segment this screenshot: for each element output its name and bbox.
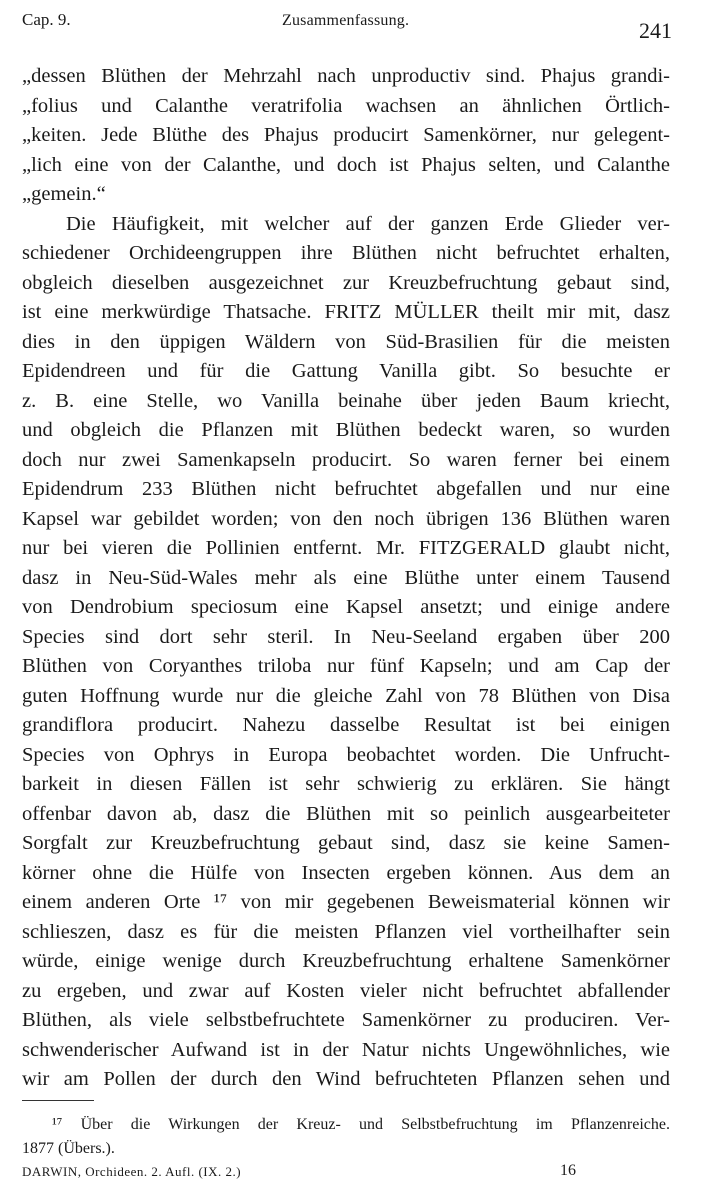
main-text — [22, 62, 670, 1095]
text-line: ist eine merkwürdige Thatsache. FRITZ MÜLLER theilt mir mit, dasz — [22, 301, 670, 323]
text-line: Blüthen, als viele selbstbefruchtete Samenkörner zu produciren. Ver- — [22, 1009, 670, 1031]
text-line: obgleich dieselben ausgezeichnet zur Kreuzbefruchtung gebaut sind, — [22, 271, 670, 294]
text-line: einem anderen Orte ¹⁷ von mir gegebenen Beweismaterial können wir — [22, 891, 670, 913]
chapter-label: Cap. 9. — [22, 10, 71, 29]
text-line: Kapsel war gebildet worden; von den noch übrigen 136 Blüthen waren — [22, 507, 670, 530]
text-line: dasz in Neu-Süd-Wales mehr als eine Blüthe unter einem Tausend — [22, 566, 670, 589]
running-title: Zusammenfassung. — [282, 12, 410, 29]
text-line: Sorgfalt zur Kreuzbefruchtung gebaut sind, dasz sie keine Samen- — [22, 832, 670, 854]
text-line: offenbar davon ab, dasz die Blüthen mit so peinlich ausgearbeiteter — [22, 802, 670, 825]
page-number: 241 — [639, 18, 672, 43]
text-line: Blüthen von Coryanthes triloba nur fünf Kapseln; und am Cap der — [22, 655, 670, 677]
text-line: guten Hoffnung wurde nur die gleiche Zahl von 78 Blüthen von Disa — [22, 684, 670, 707]
text-line: Species sind dort sehr steril. In Neu-Seeland ergaben über 200 — [22, 625, 670, 648]
footnote-divider — [22, 1100, 94, 1101]
footnote-line: 1877 (Übers.). — [22, 1140, 115, 1157]
text-line: schlieszen, dasz es für die meisten Pflanzen viel vortheilhafter sein — [22, 920, 670, 943]
text-line: z. B. eine Stelle, wo Vanilla beinahe über jeden Baum kriecht, — [22, 389, 670, 412]
printer-signature: DARWIN, Orchideen. 2. Aufl. (IX. 2.) — [22, 1164, 242, 1179]
text-line: zu ergeben, und zwar auf Kosten vieler nicht befruchtet abfallender — [22, 979, 670, 1002]
text-line: dies in den üppigen Wäldern von Süd-Brasilien für die meisten — [22, 330, 670, 353]
footnote-line: ¹⁷ Über die Wirkungen der Kreuz- und Selbstbefruchtung im Pflanzenreiche. — [52, 1116, 670, 1133]
text-line: „dessen Blüthen der Mehrzahl nach unproductiv sind. Phajus grandi- — [22, 65, 670, 87]
text-line: „folius und Calanthe veratrifolia wachsen an ähnlichen Örtlich- — [22, 94, 670, 117]
text-line: Species von Ophrys in Europa beobachtet worden. Die Unfrucht- — [22, 743, 670, 766]
text-line: körner ohne die Hülfe von Insecten ergeben können. Aus dem an — [22, 861, 670, 884]
text-line: wir am Pollen der durch den Wind befruchteten Pflanzen sehen und — [22, 1068, 670, 1090]
text-line: Epidendrum 233 Blüthen nicht befruchtet abgefallen und nur eine — [22, 478, 670, 500]
footnote — [22, 1113, 670, 1161]
text-line: doch nur zwei Samenkapseln producirt. So waren ferner bei einem — [22, 448, 670, 471]
text-line: grandiflora producirt. Nahezu dasselbe Resultat ist bei einigen — [22, 714, 670, 736]
paragraph-first-line: Die Häufigkeit, mit welcher auf der ganzen Erde Glieder ver- — [66, 212, 670, 235]
text-line: Epidendreen und für die Gattung Vanilla gibt. So besuchte er — [22, 360, 670, 382]
text-line: barkeit in diesen Fällen ist sehr schwierig zu erklären. Sie hängt — [22, 773, 670, 795]
text-line: „lich eine von der Calanthe, und doch ist Phajus selten, und Calanthe — [22, 153, 670, 176]
text-line: nur bei vieren die Pollinien entfernt. Mr. FITZGERALD glaubt nicht, — [22, 537, 670, 559]
signature-number: 16 — [560, 1162, 576, 1179]
text-line: und obgleich die Pflanzen mit Blüthen bedeckt waren, so wurden — [22, 419, 670, 441]
text-line: schwenderischer Aufwand ist in der Natur nichts Ungewöhnliches, wie — [22, 1038, 670, 1061]
running-header — [22, 6, 672, 42]
text-line: schiedener Orchideengruppen ihre Blüthen nicht befruchtet erhalten, — [22, 242, 670, 264]
text-line: würde, einige wenige durch Kreuzbefruchtung erhaltene Samenkörner — [22, 950, 670, 972]
text-line: von Dendrobium speciosum eine Kapsel ansetzt; und einige andere — [22, 596, 670, 618]
text-line: „gemein.“ — [22, 183, 106, 205]
text-line: „keiten. Jede Blüthe des Phajus producirt Samenkörner, nur gelegent- — [22, 124, 670, 146]
